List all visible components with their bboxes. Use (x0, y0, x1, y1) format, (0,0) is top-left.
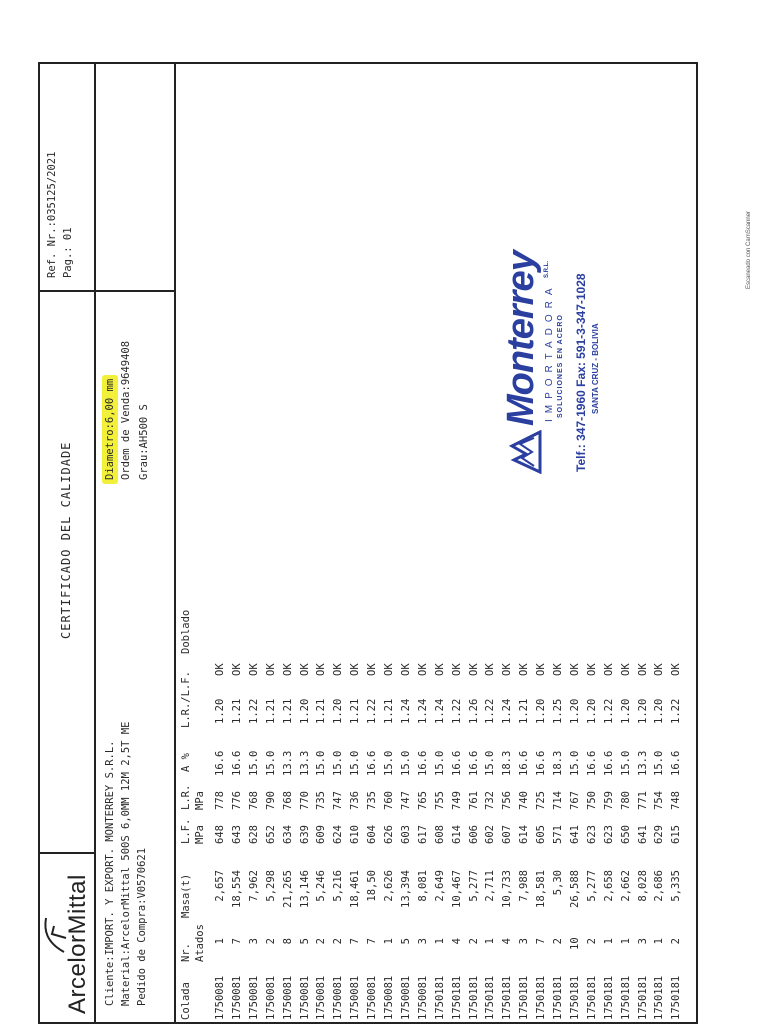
cell-lr: 714 (552, 791, 564, 810)
cell-lr: 747 (399, 791, 412, 810)
cell-doblado: OK (518, 663, 531, 676)
cell-masa: 13,146 (298, 870, 311, 908)
cell-ratio: 1.24 (433, 698, 446, 724)
cell-doblado: OK (619, 663, 632, 676)
cell-colada: 1750181 (467, 975, 480, 1020)
cell-nr: 7 (366, 938, 379, 945)
cell-lr: 755 (433, 791, 446, 810)
table-row (620, 560, 632, 1020)
header-nr: Nr. (180, 943, 192, 962)
cell-a: 13.3 (281, 750, 294, 776)
cell-lf: 602 (484, 825, 497, 844)
cell-lr: 768 (281, 791, 294, 810)
cell-a: 15.0 (484, 750, 497, 776)
cell-ratio: 1.22 (366, 698, 379, 724)
cell-a: 15.0 (653, 750, 666, 776)
cell-masa: 10,733 (501, 870, 514, 908)
cell-lf: 643 (230, 825, 243, 844)
cell-masa: 2,711 (484, 870, 497, 902)
cell-ratio: 1.20 (214, 698, 226, 724)
cell-lf: 617 (416, 825, 429, 844)
cell-masa: 5,277 (585, 870, 598, 902)
header-colada: Colada (180, 982, 192, 1020)
cell-nr: 1 (383, 938, 395, 945)
header-a: A % (180, 753, 192, 772)
header-doblado: Doblado (180, 609, 192, 654)
cell-ratio: 1.21 (230, 698, 243, 724)
cell-colada: 1750081 (247, 975, 260, 1020)
pedido-field: Pedido de Compra:V0570621 (136, 847, 148, 1006)
cell-nr: 2 (585, 938, 598, 945)
cell-colada: 1750081 (349, 975, 362, 1020)
cell-colada: 1750181 (602, 975, 615, 1020)
cell-colada: 1750181 (535, 975, 548, 1020)
table-row (383, 560, 395, 1020)
header-lr-unit: MPa (194, 791, 206, 810)
table-row (484, 560, 496, 1020)
cell-a: 16.6 (416, 750, 429, 776)
cell-nr: 3 (636, 938, 649, 945)
cell-lr: 747 (332, 791, 345, 810)
table-row (400, 560, 412, 1020)
cell-nr: 7 (535, 938, 548, 945)
page-number: Pag.: 01 (62, 227, 74, 278)
cell-a: 15.0 (399, 750, 412, 776)
cell-colada: 1750081 (416, 975, 429, 1020)
header-lf: L.F. (180, 818, 192, 844)
cell-nr: 4 (450, 938, 463, 945)
table-row (315, 560, 327, 1020)
cell-a: 16.6 (670, 750, 683, 776)
cell-lr: 725 (535, 791, 548, 810)
ref-divider (38, 290, 174, 292)
header-masa: Masa(t) (180, 873, 192, 918)
cell-masa: 18,554 (230, 870, 243, 908)
cell-doblado: OK (552, 663, 564, 676)
stamp-phone: Telf.: 347-1960 Fax: 591-3-347-1028 (574, 273, 588, 472)
cell-doblado: OK (568, 663, 581, 676)
cell-a: 18.3 (552, 750, 564, 776)
cell-lr: 740 (518, 791, 531, 810)
cell-a: 13.3 (636, 750, 649, 776)
cell-colada: 1750181 (568, 975, 581, 1020)
cell-ratio: 1.21 (349, 698, 362, 724)
cell-masa: 2,657 (214, 870, 226, 902)
cell-lf: 623 (585, 825, 598, 844)
logo-text: ArcelorMittal (64, 874, 91, 1014)
cell-ratio: 1.26 (467, 698, 480, 724)
cell-lf: 652 (264, 825, 277, 844)
cell-lr: 776 (230, 791, 243, 810)
cell-doblado: OK (585, 663, 598, 676)
header-atados: Atados (194, 924, 206, 962)
cliente-field: Cliente:IMPORT. Y EXPORT. MONTERREY S.R.L. (104, 740, 116, 1006)
info-divider (174, 62, 176, 1024)
cell-colada: 1750181 (619, 975, 632, 1020)
cell-nr: 3 (518, 938, 531, 945)
cell-colada: 1750081 (214, 975, 226, 1020)
cell-ratio: 1.21 (315, 698, 328, 724)
cell-doblado: OK (214, 663, 226, 676)
cell-colada: 1750081 (264, 975, 277, 1020)
cell-a: 15.0 (568, 750, 581, 776)
cell-doblado: OK (416, 663, 429, 676)
cell-colada: 1750181 (450, 975, 463, 1020)
table-row (332, 560, 344, 1020)
cell-lr: 778 (214, 791, 226, 810)
table-row (468, 560, 480, 1020)
cell-colada: 1750081 (230, 975, 243, 1020)
cell-doblado: OK (230, 663, 243, 676)
cell-nr: 8 (281, 938, 294, 945)
cell-lf: 614 (450, 825, 463, 844)
cell-lf: 648 (214, 825, 226, 844)
ordem-venda-field: Ordem de Venda:9649408 (120, 340, 132, 480)
table-row (248, 560, 260, 1020)
cell-masa: 18,50 (366, 870, 379, 902)
cell-doblado: OK (653, 663, 666, 676)
cell-ratio: 1.21 (281, 698, 294, 724)
cell-lf: 634 (281, 825, 294, 844)
cell-doblado: OK (332, 663, 345, 676)
cell-ratio: 1.25 (552, 698, 564, 724)
cell-lr: 760 (383, 791, 395, 810)
cell-doblado: OK (383, 663, 395, 676)
cell-doblado: OK (450, 663, 463, 676)
cell-colada: 1750181 (484, 975, 497, 1020)
table-row (586, 560, 598, 1020)
cell-lr: 735 (366, 791, 379, 810)
cell-ratio: 1.22 (450, 698, 463, 724)
stamp-soluciones: SOLUCIONES EN ACERO (557, 314, 564, 418)
cell-masa: 2,662 (619, 870, 632, 902)
stamp-brand: Monterrey (500, 251, 542, 426)
table-row (366, 560, 378, 1020)
cell-lf: 604 (366, 825, 379, 844)
header-divider (94, 62, 96, 1024)
table-row (231, 560, 243, 1020)
cell-lr: 768 (247, 791, 260, 810)
cell-lf: 626 (383, 825, 395, 844)
cell-a: 16.6 (230, 750, 243, 776)
cell-lr: 767 (568, 791, 581, 810)
cell-nr: 1 (653, 938, 666, 945)
cell-a: 16.6 (450, 750, 463, 776)
cell-lf: 606 (467, 825, 480, 844)
cell-lf: 608 (433, 825, 446, 844)
table-row (265, 560, 277, 1020)
cell-masa: 26,588 (568, 870, 581, 908)
cell-nr: 2 (264, 938, 277, 945)
table-row (299, 560, 311, 1020)
cell-nr: 1 (619, 938, 632, 945)
cell-a: 16.6 (467, 750, 480, 776)
cell-masa: 5,335 (670, 870, 683, 902)
cell-ratio: 1.20 (568, 698, 581, 724)
grau-field: Grau:AH500 S (138, 404, 150, 480)
cell-lr: 736 (349, 791, 362, 810)
cell-doblado: OK (298, 663, 311, 676)
cell-ratio: 1.20 (636, 698, 649, 724)
table-row (603, 560, 615, 1020)
cell-lr: 765 (416, 791, 429, 810)
stamp-city: SANTA CRUZ - BOLIVIA (591, 323, 600, 414)
cell-ratio: 1.20 (535, 698, 548, 724)
cell-masa: 10,467 (450, 870, 463, 908)
cell-a: 15.0 (349, 750, 362, 776)
cell-ratio: 1.24 (399, 698, 412, 724)
cell-lf: 571 (552, 825, 564, 844)
cell-lf: 624 (332, 825, 345, 844)
cell-colada: 1750181 (552, 975, 564, 1020)
cell-colada: 1750081 (298, 975, 311, 1020)
cell-masa: 2,626 (383, 870, 395, 902)
cell-a: 16.6 (214, 750, 226, 776)
cell-doblado: OK (366, 663, 379, 676)
cell-doblado: OK (315, 663, 328, 676)
cell-ratio: 1.22 (602, 698, 615, 724)
cell-masa: 7,962 (247, 870, 260, 902)
cell-lr: 759 (602, 791, 615, 810)
table-row (214, 560, 226, 1020)
cell-ratio: 1.22 (484, 698, 497, 724)
stamp-importadora: IMPORTADORA (544, 282, 555, 422)
arcelormittal-logo (44, 854, 90, 1014)
header-lr: L.R. (180, 784, 192, 810)
cell-doblado: OK (467, 663, 480, 676)
cell-ratio: 1.22 (247, 698, 260, 724)
cell-nr: 2 (670, 938, 683, 945)
cell-colada: 1750181 (518, 975, 531, 1020)
cell-lf: 614 (518, 825, 531, 844)
cell-lf: 605 (535, 825, 548, 844)
cell-lf: 623 (602, 825, 615, 844)
camscanner-watermark: Escaneado con CamScanner (746, 210, 752, 289)
cell-colada: 1750181 (670, 975, 683, 1020)
cell-doblado: OK (501, 663, 514, 676)
cell-doblado: OK (399, 663, 412, 676)
cell-colada: 1750081 (281, 975, 294, 1020)
cell-lf: 610 (349, 825, 362, 844)
table-row (552, 560, 564, 1020)
cell-lf: 628 (247, 825, 260, 844)
monterrey-logo-icon (508, 430, 542, 474)
cell-colada: 1750181 (433, 975, 446, 1020)
cell-lr: 790 (264, 791, 277, 810)
table-row (282, 560, 294, 1020)
cell-lf: 603 (399, 825, 412, 844)
cell-masa: 8,028 (636, 870, 649, 902)
cell-doblado: OK (433, 663, 446, 676)
cell-masa: 8,081 (416, 870, 429, 902)
material-field: Material:ArcelorMittal 500S 6,0MM 12M 2,5T ME (120, 721, 132, 1006)
cell-masa: 13,394 (399, 870, 412, 908)
cell-ratio: 1.20 (619, 698, 632, 724)
cell-nr: 5 (298, 938, 311, 945)
cell-nr: 1 (484, 938, 497, 945)
cell-ratio: 1.21 (264, 698, 277, 724)
cell-a: 16.6 (602, 750, 615, 776)
cell-masa: 5,277 (467, 870, 480, 902)
cell-a: 15.0 (332, 750, 345, 776)
cell-ratio: 1.20 (653, 698, 666, 724)
cell-lr: 770 (298, 791, 311, 810)
cell-nr: 1 (602, 938, 615, 945)
cell-ratio: 1.24 (416, 698, 429, 724)
cell-masa: 5,216 (332, 870, 345, 902)
cell-nr: 2 (315, 938, 328, 945)
cell-colada: 1750081 (399, 975, 412, 1020)
cell-masa: 2,649 (433, 870, 446, 902)
cell-ratio: 1.24 (501, 698, 514, 724)
cell-nr: 1 (214, 938, 226, 945)
table-row (569, 560, 581, 1020)
cell-doblado: OK (602, 663, 615, 676)
cell-ratio: 1.20 (298, 698, 311, 724)
table-row (451, 560, 463, 1020)
cell-doblado: OK (535, 663, 548, 676)
cell-nr: 2 (552, 938, 564, 945)
cell-a: 15.0 (619, 750, 632, 776)
quality-table-body (214, 560, 694, 1020)
cell-nr: 2 (467, 938, 480, 945)
cell-ratio: 1.20 (585, 698, 598, 724)
cell-a: 13.3 (298, 750, 311, 776)
cell-colada: 1750081 (332, 975, 345, 1020)
cell-lf: 615 (670, 825, 683, 844)
cell-masa: 21,265 (281, 870, 294, 908)
cell-ratio: 1.22 (670, 698, 683, 724)
cell-colada: 1750081 (383, 975, 395, 1020)
cell-lf: 650 (619, 825, 632, 844)
cell-a: 16.6 (518, 750, 531, 776)
cell-nr: 3 (416, 938, 429, 945)
cell-lf: 639 (298, 825, 311, 844)
diametro-field: Diametro:6,00 mm (102, 375, 118, 484)
cell-a: 15.0 (264, 750, 277, 776)
cell-doblado: OK (264, 663, 277, 676)
header-lf-unit: MPa (194, 825, 206, 844)
cell-doblado: OK (349, 663, 362, 676)
table-row (637, 560, 649, 1020)
cell-masa: 18,461 (349, 870, 362, 908)
cell-lf: 641 (568, 825, 581, 844)
cell-nr: 7 (230, 938, 243, 945)
certificate-title: CERTIFICADO DEL CALIDADE (59, 441, 73, 639)
cell-a: 15.0 (315, 750, 328, 776)
cell-colada: 1750181 (636, 975, 649, 1020)
cell-masa: 2,658 (602, 870, 615, 902)
table-row (653, 560, 665, 1020)
stamp-srl: S.R.L. (544, 260, 550, 278)
cell-lr: 780 (619, 791, 632, 810)
cell-nr: 7 (349, 938, 362, 945)
cell-lr: 761 (467, 791, 480, 810)
cell-ratio: 1.20 (332, 698, 345, 724)
cell-masa: 5,298 (264, 870, 277, 902)
cell-colada: 1750181 (501, 975, 514, 1020)
cell-colada: 1750181 (653, 975, 666, 1020)
cell-lr: 749 (450, 791, 463, 810)
cell-masa: 7,988 (518, 870, 531, 902)
cell-doblado: OK (281, 663, 294, 676)
cell-lf: 607 (501, 825, 514, 844)
cell-doblado: OK (636, 663, 649, 676)
table-row (349, 560, 361, 1020)
cell-doblado: OK (484, 663, 497, 676)
cell-lf: 641 (636, 825, 649, 844)
cell-lr: 735 (315, 791, 328, 810)
cell-a: 16.6 (535, 750, 548, 776)
certificate-document (38, 62, 752, 1024)
cell-lf: 609 (315, 825, 328, 844)
cell-ratio: 1.21 (383, 698, 395, 724)
cell-a: 15.0 (247, 750, 260, 776)
cell-a: 15.0 (383, 750, 395, 776)
cell-doblado: OK (670, 663, 683, 676)
table-row (417, 560, 429, 1020)
cell-nr: 5 (399, 938, 412, 945)
cell-masa: 2,686 (653, 870, 666, 902)
cell-nr: 1 (433, 938, 446, 945)
cell-lr: 771 (636, 791, 649, 810)
table-row (434, 560, 446, 1020)
cell-nr: 10 (568, 937, 581, 950)
cell-lr: 748 (670, 791, 683, 810)
cell-colada: 1750081 (315, 975, 328, 1020)
reference-number: Ref. Nr.:035125/2021 (46, 151, 58, 278)
cell-a: 16.6 (585, 750, 598, 776)
header-lrlf: L.R./L.F. (180, 671, 192, 728)
cell-lr: 756 (501, 791, 514, 810)
cell-a: 16.6 (366, 750, 379, 776)
monterrey-stamp (490, 251, 625, 474)
table-row (670, 560, 682, 1020)
cell-masa: 5,246 (315, 870, 328, 902)
cell-nr: 4 (501, 938, 514, 945)
cell-colada: 1750081 (366, 975, 379, 1020)
cell-a: 15.0 (433, 750, 446, 776)
cell-lr: 732 (484, 791, 497, 810)
cell-ratio: 1.21 (518, 698, 531, 724)
table-row (501, 560, 513, 1020)
cell-lf: 629 (653, 825, 666, 844)
cell-colada: 1750181 (585, 975, 598, 1020)
cell-lr: 754 (653, 791, 666, 810)
table-row (518, 560, 530, 1020)
cell-lr: 750 (585, 791, 598, 810)
cell-nr: 2 (332, 938, 345, 945)
cell-a: 18.3 (501, 750, 514, 776)
cell-masa: 5,30 (552, 870, 564, 896)
cell-nr: 3 (247, 938, 260, 945)
table-row (535, 560, 547, 1020)
cell-masa: 18,581 (535, 870, 548, 908)
cell-doblado: OK (247, 663, 260, 676)
